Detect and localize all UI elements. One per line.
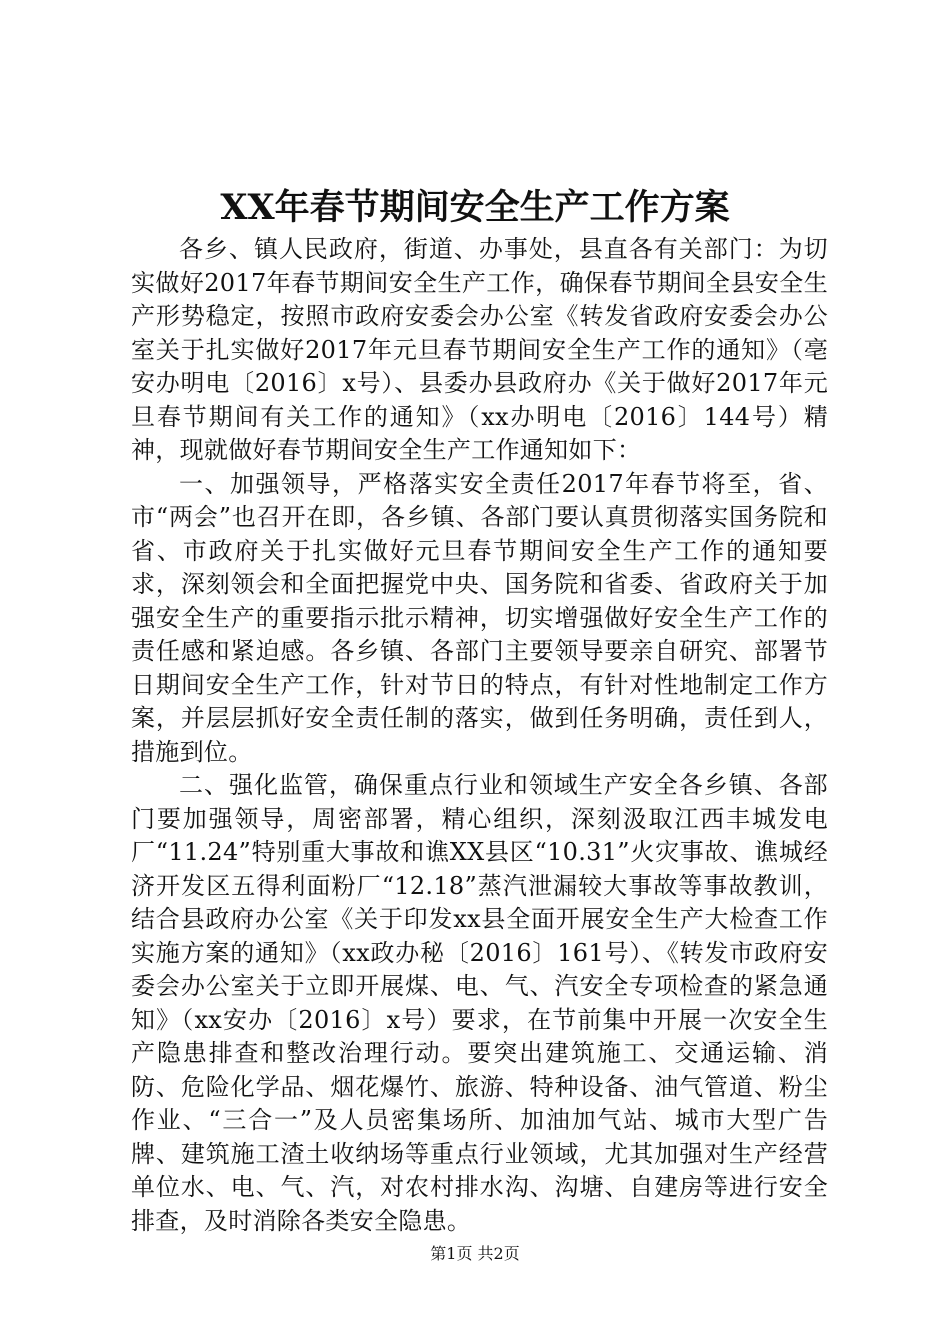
page-footer: 第1页 共2页 xyxy=(430,1244,520,1263)
document-body xyxy=(131,233,828,1238)
paragraph-section-1: 一、加强领导，严格落实安全责任2017年春节将至，省、市“两会”也召开在即，各乡镇、各部门要认真贯彻落实国务院和省、市政府关于扎实做好元旦春节期间安全生产工作的通知要求，深刻领会和全面把握党中央、国务院和省委、省政府关于加强安全生产的重要指示批示精神，切实增强做好安全生产工作的责任感和紧迫感。各乡镇、各部门主要领导要亲自研究、部署节日期间安全生产工作，针对节日的特点，有针对性地制定工作方案，并层层抓好安全责任制的落实，做到任务明确，责任到人，措施到位。 xyxy=(131,469,828,766)
paragraph-intro: 各乡、镇人民政府，街道、办事处，县直各有关部门：为切实做好2017年春节期间安全生产工作，确保春节期间全县安全生产形势稳定，按照市政府安委会办公室《转发省政府安委会办公室关于扎实做好2017年元旦春节期间安全生产工作的通知》（亳安办明电〔2016〕x号）、县委办县政府办《关于做好2017年元旦春节期间有关工作的通知》（xx办明电〔2016〕144号）精神，现就做好春节期间安全生产工作通知如下： xyxy=(131,235,828,464)
paragraph-section-2: 二、强化监管，确保重点行业和领域生产安全各乡镇、各部门要加强领导，周密部署，精心组织，深刻汲取江西丰城发电厂“11.24”特别重大事故和谯XX县区“10.31”火灾事故、谯城经济开发区五得利面粉厂“12.18”蒸汽泄漏较大事故等事故教训，结合县政府办公室《关于印发xx县全面开展安全生产大检查工作实施方案的通知》（xx政办秘〔2016〕161号）、《转发市政府安委会办公室关于立即开展煤、电、气、汽安全专项检查的紧急通知》（xx安办〔2016〕x号）要求，在节前集中开展一次安全生产隐患排查和整改治理行动。要突出建筑施工、交通运输、消防、危险化学品、烟花爆竹、旅游、特种设备、油气管道、粉尘作业、“三合一”及人员密集场所、加油加气站、城市大型广告牌、建筑施工渣土收纳场等重点行业领域，尤其加强对生产经营单位水、电、气、汽，对农村排水沟、沟塘、自建房等进行安全排查，及时消除各类安全隐患。 xyxy=(131,771,828,1235)
document-title: XX年春节期间安全生产工作方案 xyxy=(220,187,730,228)
